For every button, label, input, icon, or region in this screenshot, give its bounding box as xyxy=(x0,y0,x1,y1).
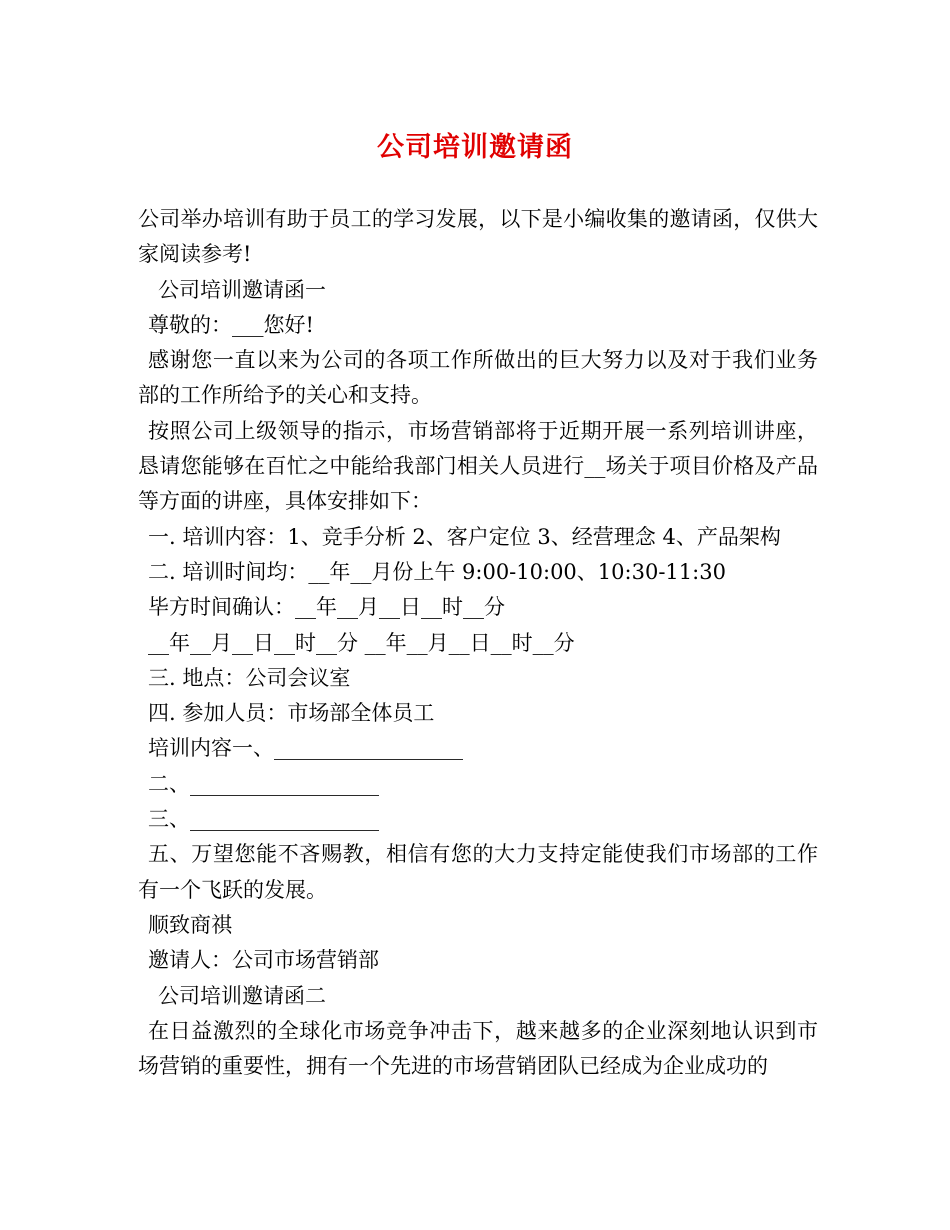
section-heading-letter-one: 公司培训邀请函一 xyxy=(158,277,326,302)
content-line-two: 二、__________________ xyxy=(148,771,379,796)
item-training-content: 一. 培训内容：1、竞手分析 2、客户定位 3、经营理念 4、产品架构 xyxy=(148,524,781,549)
inviter-signature: 邀请人：公司市场营销部 xyxy=(148,948,379,973)
section-heading-letter-two: 公司培训邀请函二 xyxy=(158,983,326,1008)
closing-greeting: 顺致商祺 xyxy=(148,912,232,937)
content-line-one: 培训内容一、__________________ xyxy=(148,736,463,761)
thanks-paragraph: 感谢您一直以来为公司的各项工作所做出的巨大努力以及对于我们业务部的工作所给予的关心和支持。 xyxy=(138,348,818,408)
letter-two-paragraph: 在日益激烈的全球化市场竞争冲击下，越来越多的企业深刻地认识到市场营销的重要性，拥有一个先进的市场营销团队已经成为企业成功的 xyxy=(138,1018,818,1079)
document-body xyxy=(138,202,818,1084)
time-confirmation-extra: __年__月__日__时__分 __年__月__日__时__分 xyxy=(148,630,575,655)
content-line-three: 三、__________________ xyxy=(148,807,379,832)
time-confirmation: 毕方时间确认：__年__月__日__时__分 xyxy=(148,595,505,620)
item-closing-request: 五、万望您能不吝赐教，相信有您的大力支持定能使我们市场部的工作有一个飞跃的发展。 xyxy=(138,842,818,902)
item-participants: 四. 参加人员：市场部全体员工 xyxy=(148,701,435,726)
intro-paragraph: 公司举办培训有助于员工的学习发展，以下是小编收集的邀请函，仅供大家阅读参考! xyxy=(138,207,818,267)
document-title: 公司培训邀请函 xyxy=(377,132,573,163)
item-training-time: 二. 培训时间均：__年__月份上午 9:00-10:00、10:30-11:30 xyxy=(148,559,726,584)
arrangement-paragraph: 按照公司上级领导的指示，市场营销部将于近期开展一系列培训讲座，恳请您能够在百忙之中能给我部门相关人员进行__场关于项目价格及产品等方面的讲座，具体安排如下： xyxy=(138,418,818,514)
item-location: 三. 地点：公司会议室 xyxy=(148,665,351,690)
salutation: 尊敬的：___您好! xyxy=(148,312,314,337)
